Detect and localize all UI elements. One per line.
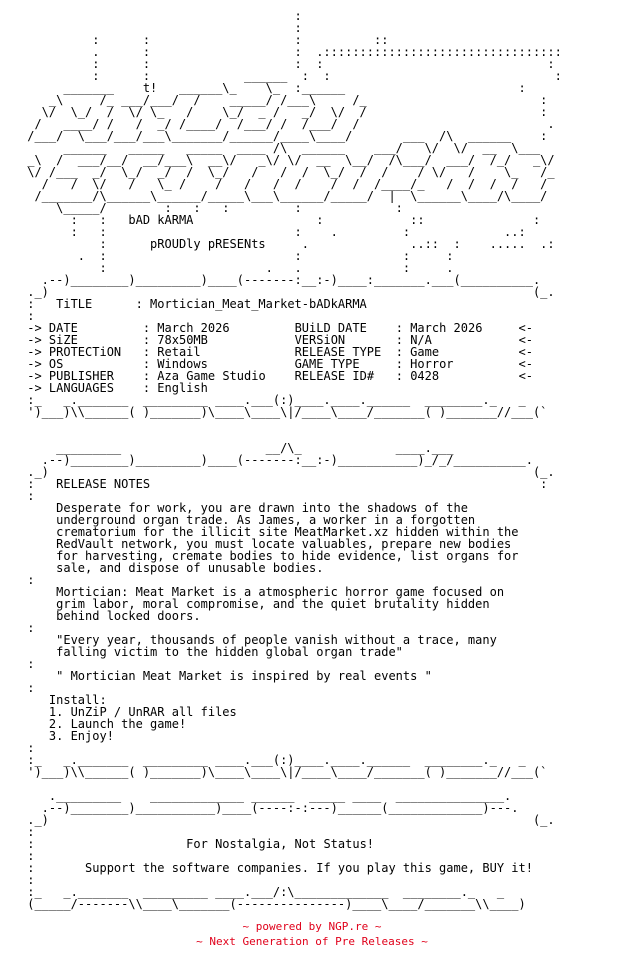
notes-quote-line2: falling victim to the hidden global organ trade": [56, 645, 403, 659]
game-type-value: Horror: [410, 357, 454, 371]
notes-p1-line1: Desperate for work, you are drawn into the shadows of the: [56, 501, 468, 515]
languages-value: English: [157, 381, 208, 395]
install-heading: Install:: [48, 693, 107, 707]
notes-p2-line1: Mortician: Meat Market is a atmospheric horror game focused on: [56, 585, 505, 599]
size-value: 78x50MB: [157, 333, 208, 347]
footer-tagline: [0, 935, 624, 949]
logo-ascii-art: : : : : : :: . : : .::::::::::::::::::::::::::::::::: : : : : : : : ______ : : : _______ t! ______\_ \_ :______ : _\ /_ ___/___/ / _____/ /___\ /_ : \/ \_/ / \/ \_ / \_/ _ / _/ \/ / : / ____/ / / _/ /____/ /___/ / /___/ / . /___/ \___/___/___\_______/______/____\____/ ___ /\ ______ : ______ _____ _____ ____ /\ ______ ___/ \/ \/ __ \___ _\ / ___/__/ __/___\ __\/ _\/ \/ __ \__/ /\___/ ___/ /_/ _\/ \/ /___ _/ \_/ _/ / \_/ / / / \_/ / / / \/ / \_ /_ / / \/ / \_ / / / / / / / /____/_ / / / / / /_______/\______\______/_____\___\______/_____/ | \______\____/\____/ \_____/ : : : : : : : bAD kARMA : :: : : : : . : ..: : pROUDly pRESENts . ..:: : ..... .: . : : : : : . . : .: [27, 9, 562, 275]
install-step-3: 3. Enjoy!: [48, 729, 114, 743]
release-id-label: RELEASE ID#: [294, 369, 375, 383]
footer-line-1: ~ powered by NGP.re ~: [242, 920, 382, 933]
release-notes-heading: RELEASE NOTES: [56, 477, 151, 491]
release-type-label: RELEASE TYPE: [294, 345, 382, 359]
install-step-1: 1. UnZiP / UnRAR all files: [48, 705, 237, 719]
languages-label: LANGUAGES: [48, 381, 114, 395]
footer-powered-by: [0, 920, 624, 934]
version-label: VERSiON: [294, 333, 346, 347]
build-date-label: BUiLD DATE: [294, 321, 367, 335]
date-value: March 2026: [157, 321, 230, 335]
notes-p1-line6: sale, and dispose of unusable bodies.: [56, 561, 324, 575]
protection-label: PROTECTiON: [48, 345, 122, 359]
release-type-value: Game: [410, 345, 440, 359]
nfo-document: : : : : : :: . : : .::::::::::::::::::::::::::::::::: : : : : : : : ______ : : : _______ t! ______\_ \_ :______ : _\ /_ ___/___/ / _____/ /___\ /_ : \/ \_/ / \/ \_ / \_/ _ / _/ \/ / : / ____/ / / _/ /____/ /___/ / /___/ / . /___/ \___/___/___\_______/______/____\____/ ___ /\ ______ : ______ _____ _____ ____ /\ ______ ___/ \/ \/ __ \___ _\ / ___/__/ __/___\ __\/ _\/ \/ __ \__/ /\___/ ___/ /_/ _\/ \/ /___ _/ \_/ _/ / \_/ / / / \_/ / / / \/ / \_ /_ / / \/ / \_ / / / / / / / /____/_ / / / / / /_______/\______\______/_____\___\______/_____/ | \______\____/\____/ \_____/ : : : : : : : bAD kARMA : :: : : : : . : ..: : pROUDly pRESENts . ..:: : ..... .: . : : : : : . . : . .--)________)_________)____(-------:__:-)____:_______.___(__________. ._) (_. : TiTLE : Mortician_Meat_Market-bADkARMA : -> DATE : March 2026 BUiLD DATE : March 2026 <- -> SiZE : 78x50MB VERSiON : N/A <- -> PROTECTiON : Retail RELEASE TYPE : Game <- -> OS : Windows GAME TYPE : Horror <- -> PUBLISHER : Aza Game Studio RELEASE ID# : 0428 <- -> LANGUAGES : English :_ _._______ _________ ____.___(:)____.____.______ ________._ _ ')___)\\______( )_______)\____\____\|/____\____/_______( )_______//___(` _________ __/\_ ____.___ .--)________)_________)____(-------:__:-)___________)_/_/__________. ._) (_. : RELEASE NOTES : : Desperate for work, you are drawn into the shadows of the underground organ trade. As James, a worker in a forgotten crematorium for the illicit site MeatMarket.xz hidden within the RedVault network, you must locate valuables, prepare new bodies for harvesting, cremate bodies to hide evidence, list organs for sale, and dispose of unusable bodies. : Mortician: Meat Market is a atmospheric horror game focused on grim labor, moral compromise, and the quiet brutality hidden behind locked doors. : "Every year, thousands of people vanish without a trace, many falling victim to the hidden global organ trade" : " Mortician Meat Market is inspired by real events " : Install: 1. UnZiP / UnRAR all files 2. Launch the game! 3. Enjoy! : :_ _._______ _________ ____.___(:)____.____.______ ________._ _ ')___)\\______( )_______)\____\____\|/____\____/_______( )_______//___(` ._________ _____________ ______ _____ ____ _______________. .--)________)___________)____(----:-:---)______(_____________)---. ._) (_. : : For Nostalgia, Not Status! : : Support the software companies. If you play this game, BUY it! : :_ _._______ _________ ____.___/:\_____________ ________._ _ (_____/-------\\____\_______(---------------)____\____/_______\\____): [20, 9, 562, 911]
os-value: Windows: [157, 357, 208, 371]
title-label: TiTLE: [56, 297, 93, 311]
protection-value: Retail: [157, 345, 201, 359]
notes-p1-line2: underground organ trade. As James, a worker in a forgotten: [56, 513, 476, 527]
release-id-value: 0428: [410, 369, 440, 383]
notes-inspired: " Mortician Meat Market is inspired by real events ": [56, 669, 432, 683]
logo-group-name: bAD kARMA: [128, 213, 194, 227]
support-message: Support the software companies. If you play this game, BUY it!: [85, 861, 533, 875]
motto: For Nostalgia, Not Status!: [186, 837, 375, 851]
notes-p1-line4: RedVault network, you must locate valuables, prepare new bodies: [56, 537, 512, 551]
os-label: OS: [48, 357, 64, 371]
date-label: DATE: [48, 321, 78, 335]
logo-presents: pROUDly pRESENts: [150, 237, 266, 251]
publisher-label: PUBLISHER: [48, 369, 114, 383]
notes-p1-line5: for harvesting, cremate bodies to hide evidence, list organs for: [56, 549, 519, 563]
install-step-2: 2. Launch the game!: [48, 717, 187, 731]
logo-tag-t: t!: [142, 81, 158, 95]
game-type-label: GAME TYPE: [294, 357, 360, 371]
version-value: N/A: [410, 333, 432, 347]
size-label: SiZE: [48, 333, 78, 347]
notes-p2-line2: grim labor, moral compromise, and the quiet brutality hidden: [56, 597, 490, 611]
notes-quote-line1: "Every year, thousands of people vanish without a trace, many: [56, 633, 497, 647]
build-date-value: March 2026: [410, 321, 483, 335]
title-value: Mortician_Meat_Market-bADkARMA: [150, 297, 367, 311]
notes-p1-line3: crematorium for the illicit site MeatMarket.xz hidden within the: [56, 525, 519, 539]
footer-line-2: ~ Next Generation of Pre Releases ~: [196, 935, 428, 948]
publisher-value: Aza Game Studio: [157, 369, 266, 383]
notes-p2-line3: behind locked doors.: [56, 609, 201, 623]
